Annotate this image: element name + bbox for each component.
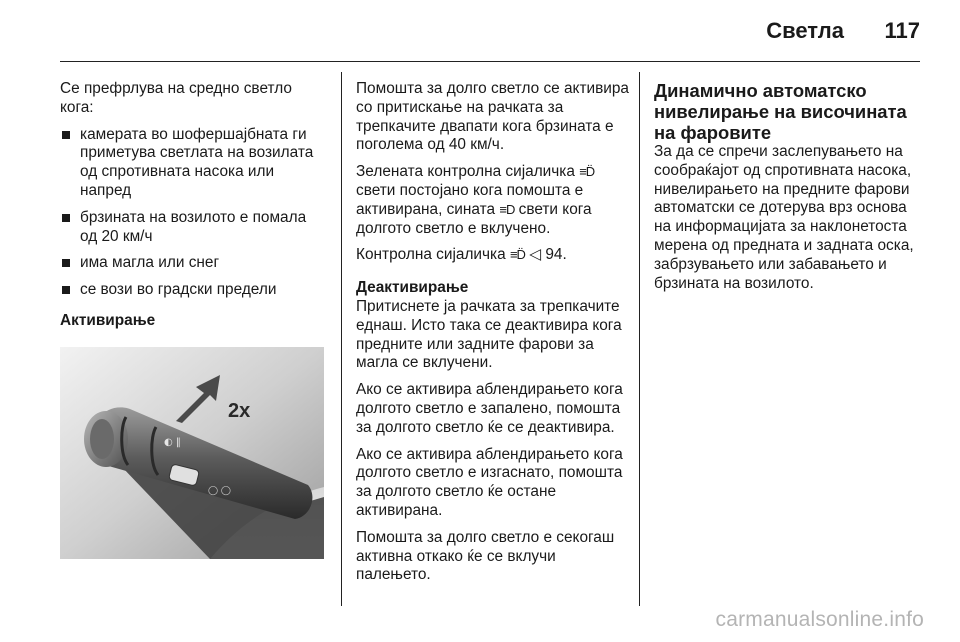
activation-heading: Активирање [60,311,156,329]
light-symbol: ◐ ‖ [164,436,181,448]
column-1 [60,80,326,559]
list-item: камерата во шофершајбната ги приметува светлата на возилата од спротивната насока или напред [60,126,326,201]
list-item: има магла или снег [60,254,326,273]
high-beam-indicator-icon: ≡D [499,201,515,217]
bullet-icon [62,131,70,139]
header-rule [60,61,920,62]
stalk-end-cap [90,419,114,459]
column-divider-1 [341,72,342,606]
press-twice-label: 2x [228,399,251,422]
intro-text: Се префрлува на средно светло кога: [60,80,292,116]
section-heading: Динамично автоматско нивелирање на височината на фаровите [654,80,907,143]
list-item: брзината на возилото е помала од 20 км/ч [60,209,326,247]
paragraph: Притиснете ја рачката за трепкачите еднаш. Исто така се деактивира кога предните или задните фарови за магла се вклучени. [356,297,622,372]
bullet-icon [62,214,70,222]
auto-high-beam-indicator-icon: ≡D̈ [579,164,595,180]
paragraph: Помошта за долго светло се активира со притискање на рачката за трепкачите двапати кога брзината е поголема од 40 км/ч. [356,80,629,154]
paragraph: Контролна сијаличка ≡D̈ ◁ 94. [356,246,567,264]
auto-high-beam-indicator-icon: ≡D̈ [509,247,525,263]
list-item: се вози во градски предели [60,281,326,300]
chapter-title: Светла [766,18,844,43]
paragraph: Ако се активира аблендирањето кога долгото светло е запалено, помошта за долгото светло ќе се деактивира. [356,381,623,436]
column-2 [356,80,632,593]
stalk-illustration [60,347,324,559]
condition-list [60,126,326,300]
column-3 [654,80,924,301]
paragraph: Ако се активира аблендирањето кога долгото светло е изгаснато, помошта за долгото светло ќе остане активирана. [356,445,623,519]
bullet-icon [62,259,70,267]
bullet-icon [62,286,70,294]
column-divider-2 [639,72,640,606]
page-number: 117 [884,18,920,43]
deactivation-heading: Деактивирање [356,279,469,297]
paragraph: Помошта за долго светло е секогаш активна откако ќе се вклучи палењето. [356,528,615,584]
paragraph: За да се спречи заслепувањето на сообраќајот од спротивната насока, нивелирањето на предните фарови автоматски се дотерува врз основа на информацијата за наклонетоста мерена од предната и задната оска, забрзувањето или забавањето и брзината на возилото. [654,143,914,292]
stalk-symbol: ◯ ◯ [208,485,232,496]
page-reference-icon: ◁ [529,246,542,264]
stalk-illustration-svg [60,347,324,559]
page-header [60,14,920,48]
paragraph: Зелената контролна сијаличка ≡D̈ свети постојано кога помошта е активирана, сината ≡D свети кога долгото светло е вклучено. [356,163,595,237]
watermark: carmanualsonline.info [715,608,924,631]
